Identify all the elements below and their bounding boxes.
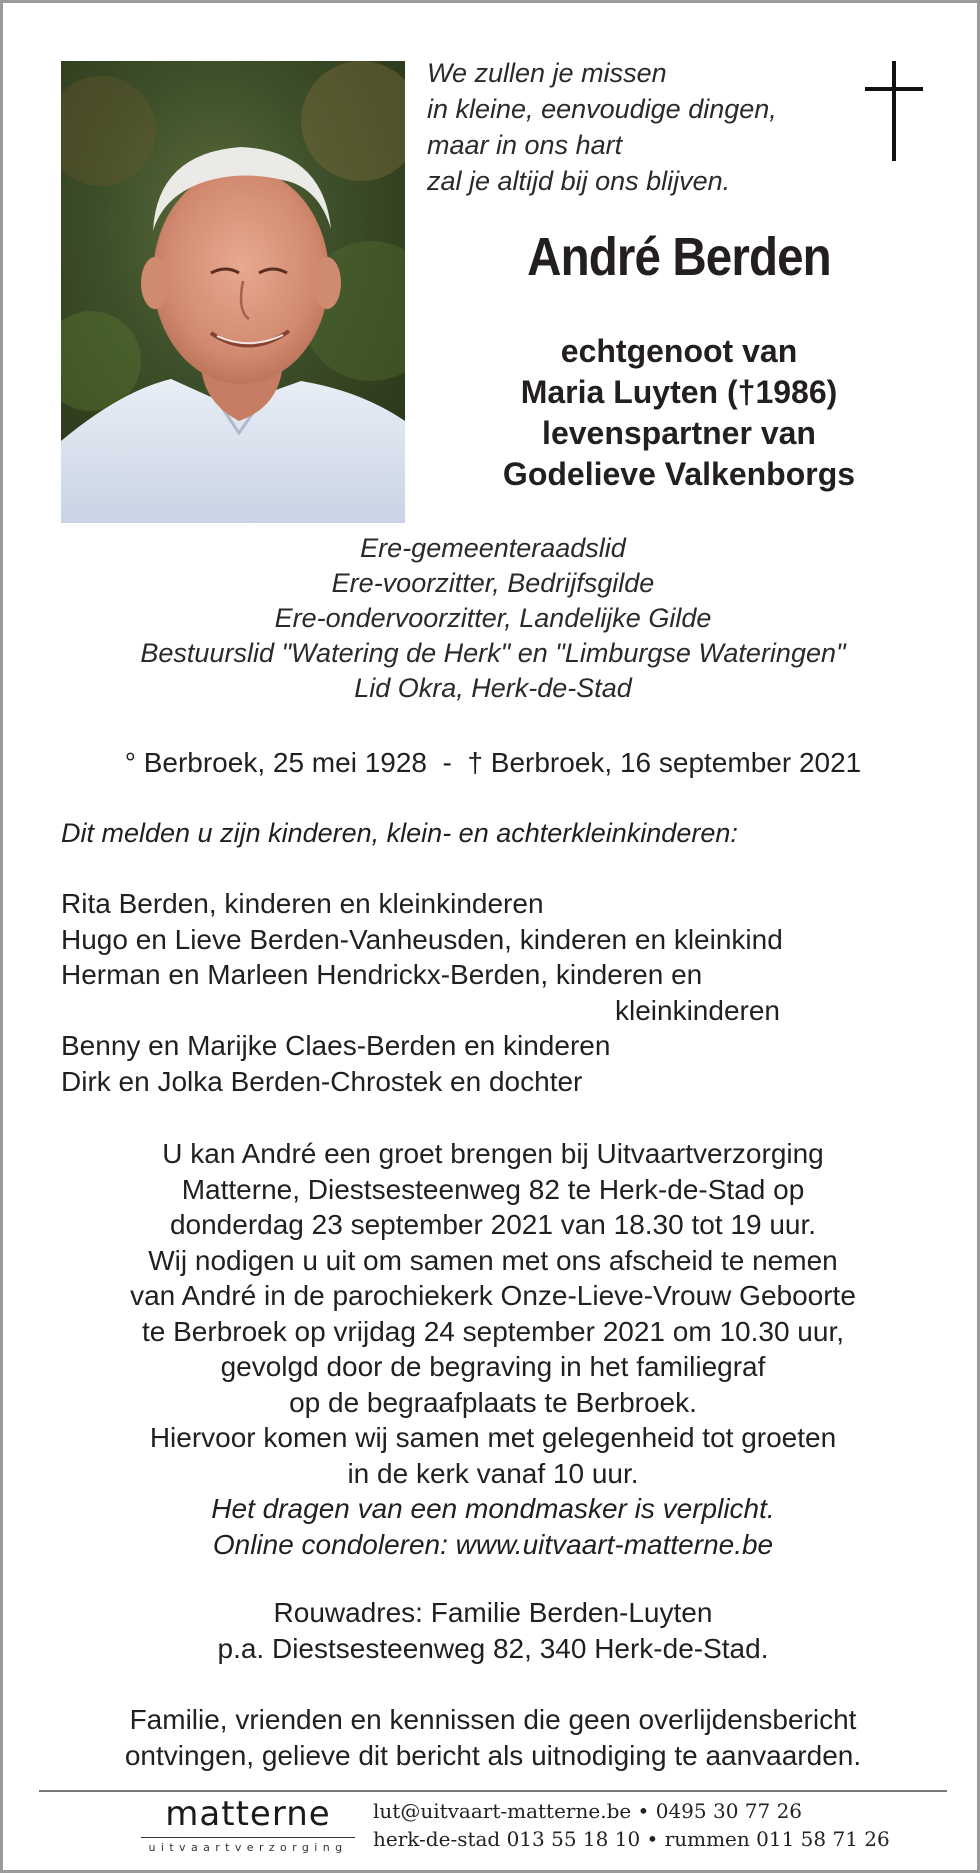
visitation-line: te Berbroek op vrijdag 24 september 2021 om 10.30 uur, [142,1315,844,1347]
closing-line: ontvingen, gelieve dit bericht als uitnodiging te aanvaarden. [124,1740,862,1771]
title-line: Ere-voorzitter, Bedrijfsgilde [331,568,655,598]
family-line: Herman en Marleen Hendrickx-Berden, kinderen en [61,959,703,990]
relation-line: echtgenoot van [560,333,798,369]
visitation-details [43,1136,943,1562]
online-condolence-notice: Online condoleren: www.uitvaart-matterne.be [212,1528,774,1560]
visitation-line: donderdag 23 september 2021 van 18.30 tot 19 uur. [169,1209,817,1240]
relation-line: Maria Luyten (†1986) [520,374,838,410]
brand-name: matterne [165,1794,331,1834]
brand-underline [141,1837,355,1838]
title-line: Lid Okra, Herk-de-Stad [354,673,632,703]
visitation-line: gevolgd door de begraving in het familiegraf [220,1351,766,1382]
funeral-home-logo [141,1795,355,1854]
funeral-home-contact [373,1797,933,1853]
memorial-poem [427,55,847,199]
visitation-line: in de kerk vanaf 10 uur. [347,1457,639,1489]
visitation-line: Matterne, Diestsesteenweg 82 te Herk-de-Stad op [181,1173,805,1205]
address-line: p.a. Diestsesteenweg 82, 340 Herk-de-Stad. [217,1633,769,1664]
family-line: kleinkinderen [615,994,780,1026]
closing-line: Familie, vrienden en kennissen die geen overlijdensbericht [129,1704,857,1735]
mourning-address [43,1595,943,1667]
family-line: Hugo en Lieve Berden-Vanheusden, kinderen en kleinkind [61,923,783,955]
relations-block [427,331,931,495]
title-line: Ere-ondervoorzitter, Landelijke Gilde [274,603,712,633]
visitation-line: van André in de parochiekerk Onze-Lieve-Vrouw Geboorte [130,1280,856,1311]
contact-line: herk-de-stad 013 55 18 10 • rummen 011 58 71 26 [373,1827,890,1851]
relation-line: levenspartner van [542,415,816,451]
poem-line: in kleine, eenvoudige dingen, [427,94,777,124]
family-list [61,886,941,1099]
title-line: Bestuurslid "Watering de Herk" en "Limburgse Wateringen" [140,638,846,668]
mask-notice: Het dragen van een mondmasker is verplicht. [211,1493,775,1524]
visitation-line: Hiervoor komen wij samen met gelegenheid tot groeten [149,1422,837,1453]
portrait-photo [61,61,405,523]
address-line: Rouwadres: Familie Berden-Luyten [273,1597,713,1628]
family-line: Dirk en Jolka Berden-Chrostek en dochter [61,1065,583,1097]
poem-line: maar in ons hart [427,130,623,160]
closing-note [43,1702,943,1774]
contact-line: lut@uitvaart-matterne.be • 0495 30 77 26 [373,1799,803,1823]
family-line: Rita Berden, kinderen en kleinkinderen [61,888,544,919]
portrait-image [61,61,405,523]
deceased-name: André Berden [527,227,831,287]
family-line: Benny en Marijke Claes-Berden en kinderen [61,1030,611,1061]
honorary-titles [43,531,943,706]
visitation-line: op de begraafplaats te Berbroek. [289,1386,697,1418]
title-line: Ere-gemeenteraadslid [360,533,626,563]
cross-icon [865,61,923,161]
birth-death-dates: ° Berbroek, 25 mei 1928 - † Berbroek, 16 september 2021 [124,747,862,778]
visitation-line: Wij nodigen u uit om samen met ons afscheid te nemen [148,1244,838,1276]
announcement: Dit melden u zijn kinderen, klein- en achterkleinkinderen: [61,818,738,848]
relation-line: Godelieve Valkenborgs [502,456,856,492]
footer-divider [39,1790,947,1792]
brand-subtitle: uitvaartverzorging [148,1841,348,1854]
visitation-line: U kan André een groet brengen bij Uitvaartverzorging [162,1138,824,1169]
poem-line: We zullen je missen [427,58,667,88]
poem-line: zal je altijd bij ons blijven. [427,166,731,196]
